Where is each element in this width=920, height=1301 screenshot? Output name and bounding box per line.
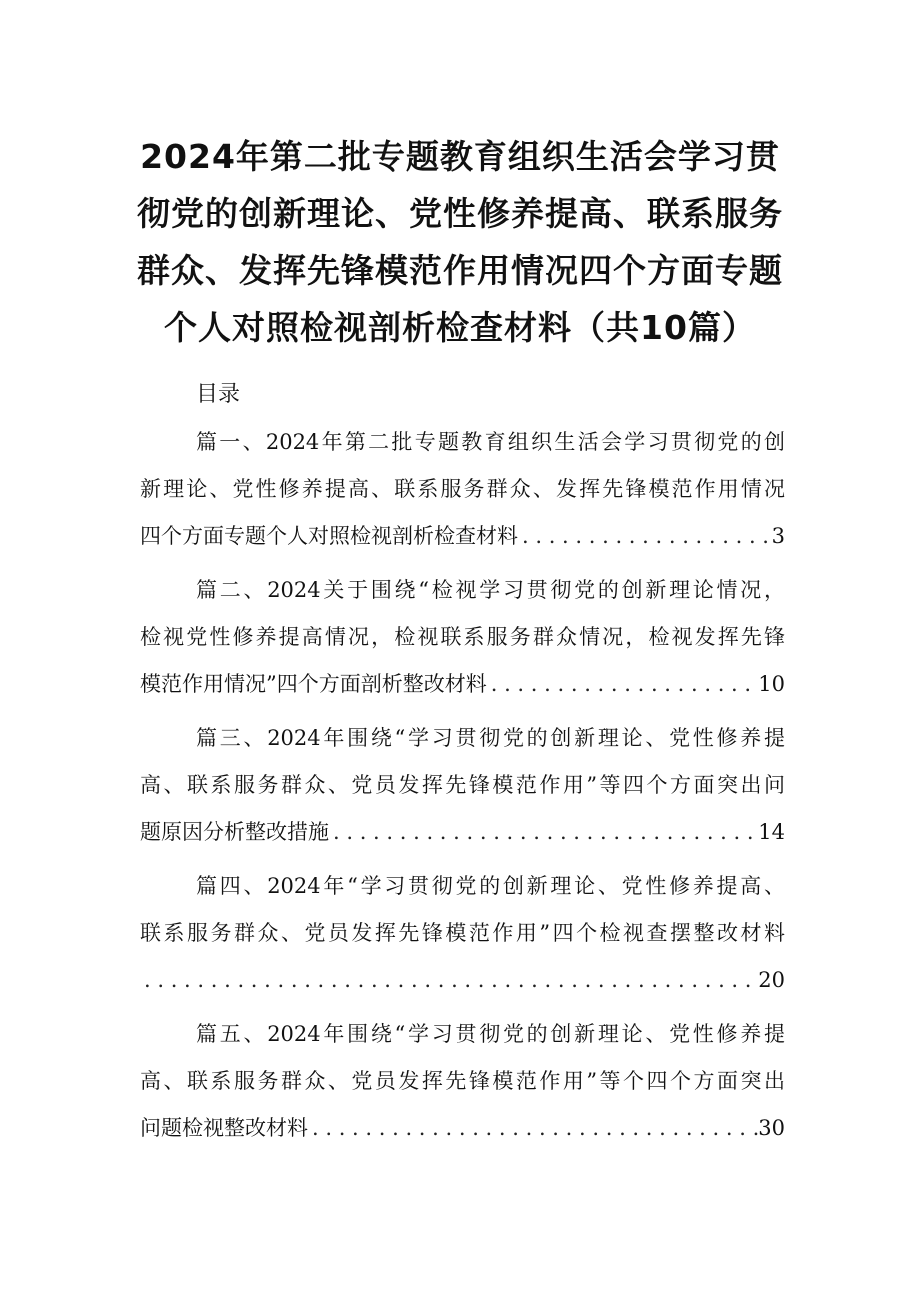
toc-entry-line: 联系服务群众、党员发挥先锋模范作用”四个检视查摆整改材料: [140, 921, 785, 945]
toc-entry[interactable]: [140, 427, 785, 551]
toc-page-number: 20: [758, 968, 785, 992]
title-line: 群众、发挥先锋模范作用情况四个方面专题: [137, 251, 783, 290]
dot-leader: [308, 1113, 758, 1143]
dot-leader: [140, 965, 758, 995]
toc-entry[interactable]: [140, 1019, 785, 1143]
toc-entry-line: 检视党性修养提高情况，检视联系服务群众情况，检视发挥先锋: [140, 625, 785, 649]
toc-entry-line: 篇三、2024年围绕“学习贯彻党的创新理论、党性修养提: [196, 726, 785, 750]
document-title: [130, 128, 790, 356]
toc-page-number: 30: [758, 1116, 785, 1140]
toc-entry-last-line: [140, 817, 785, 847]
toc-entry-line: 篇五、2024年围绕“学习贯彻党的创新理论、党性修养提: [196, 1022, 785, 1046]
dot-leader: [518, 521, 772, 551]
toc-entry-line: 模范作用情况”四个方面剖析整改材料: [140, 672, 487, 696]
toc-entry-line: 篇二、2024关于围绕“检视学习贯彻党的创新理论情况，: [196, 578, 785, 602]
title-line: 个人对照检视剖析检查材料（共10篇）: [164, 308, 756, 347]
toc-entry[interactable]: [140, 723, 785, 847]
toc-entry-last-line: [140, 669, 785, 699]
toc-page-number: 14: [758, 820, 785, 844]
toc-entry-line: 篇一、2024年第二批专题教育组织生活会学习贯彻党的创: [196, 430, 785, 454]
dot-leader: [329, 817, 758, 847]
toc-entry[interactable]: [140, 575, 785, 699]
dot-leader: [487, 669, 759, 699]
toc-page-number: 10: [758, 672, 785, 696]
title-line: 彻党的创新理论、党性修养提高、联系服务: [137, 194, 783, 233]
toc-entry-last-line: [140, 1113, 785, 1143]
toc-entry-last-line: [140, 965, 785, 995]
toc-entry-line: 高、联系服务群众、党员发挥先锋模范作用”等个四个方面突出: [140, 1069, 785, 1093]
toc-entry-line: 新理论、党性修养提高、联系服务群众、发挥先锋模范作用情况: [140, 477, 785, 501]
toc-page-number: 3: [771, 524, 785, 548]
toc-entry-line: 高、联系服务群众、党员发挥先锋模范作用”等四个方面突出问: [140, 773, 785, 797]
toc-entry-line: 四个方面专题个人对照检视剖析检查材料: [140, 524, 518, 548]
toc-entry-last-line: [140, 521, 785, 551]
title-line: 2024年第二批专题教育组织生活会学习贯: [140, 137, 780, 176]
toc-entry-line: 问题检视整改材料: [140, 1116, 308, 1140]
toc-entry-line: 题原因分析整改措施: [140, 820, 329, 844]
toc-entry-line: 篇四、2024年“学习贯彻党的创新理论、党性修养提高、: [196, 874, 785, 898]
toc-entry[interactable]: [140, 871, 785, 995]
toc-heading: 目录: [196, 382, 241, 407]
